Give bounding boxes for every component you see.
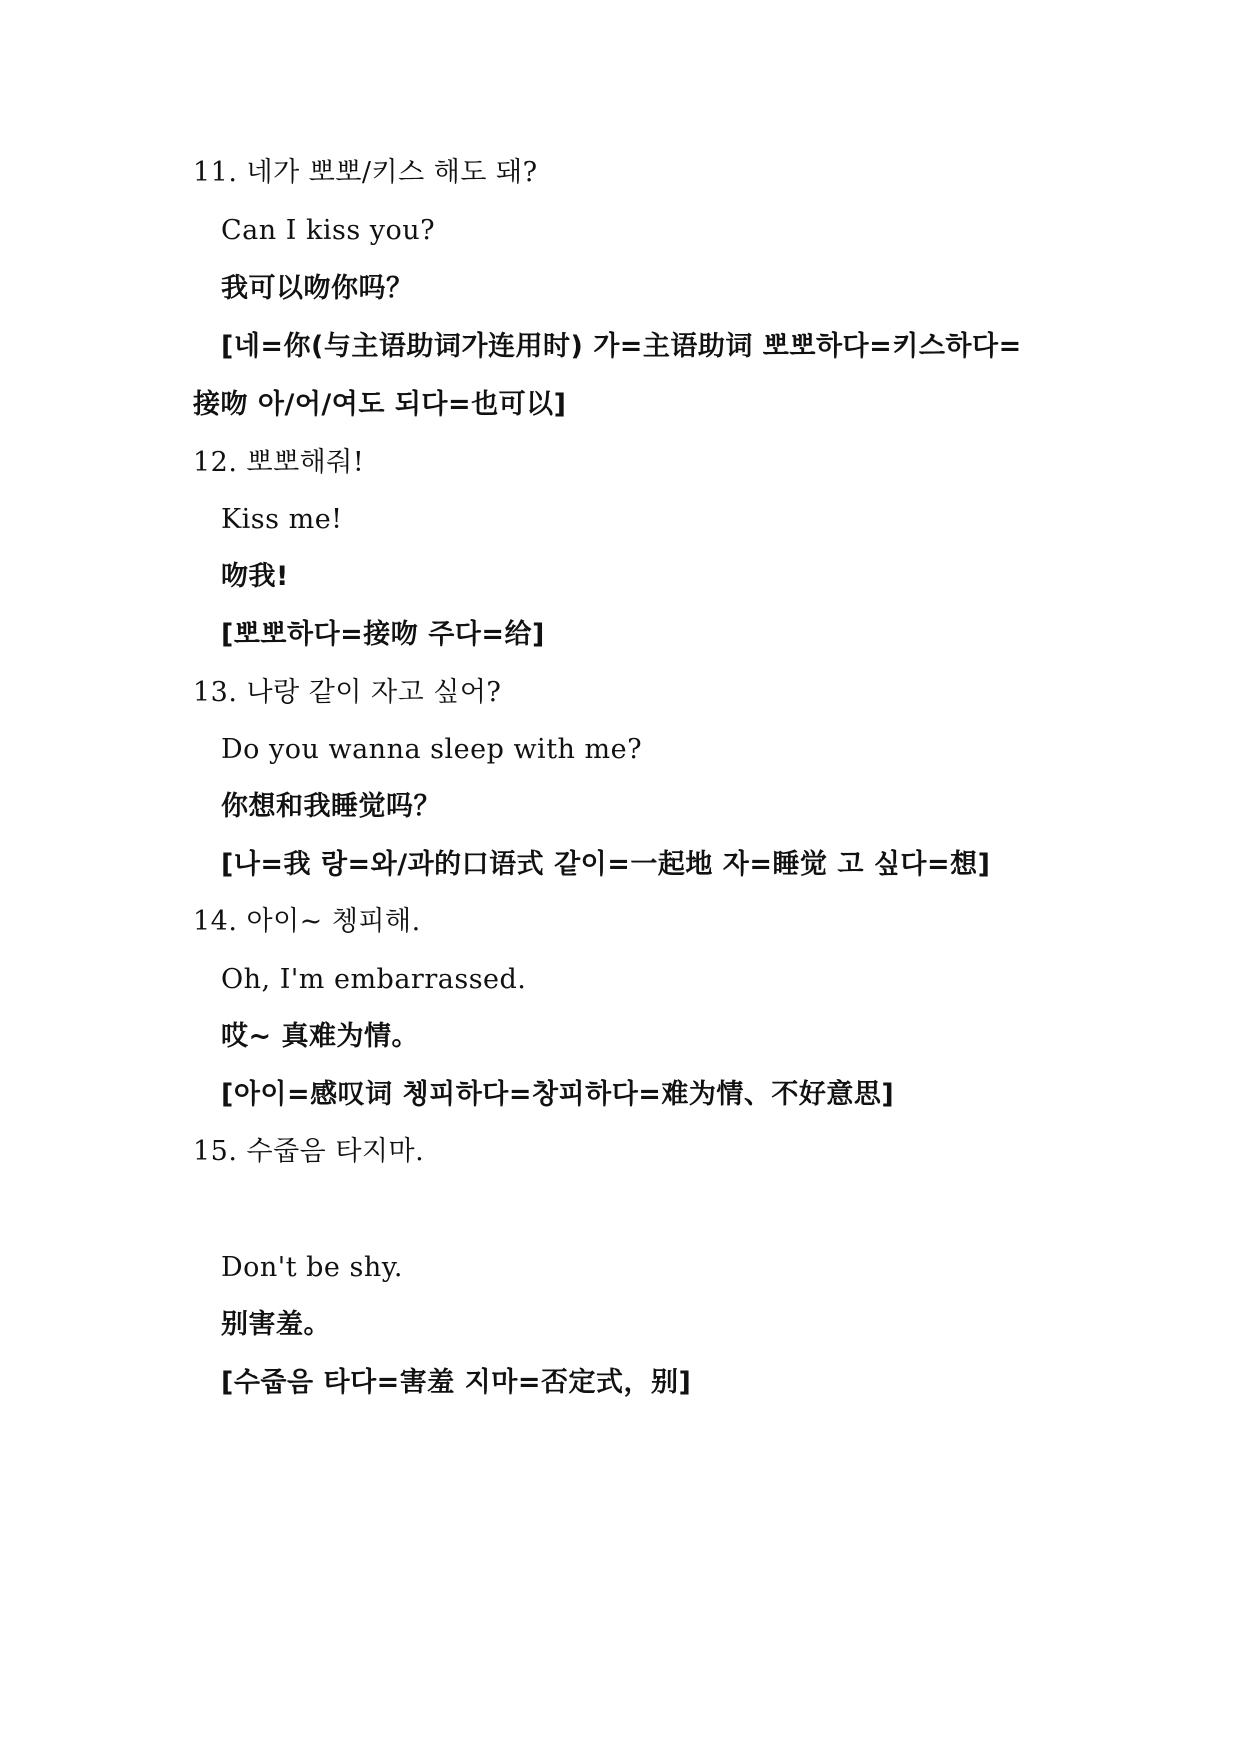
- entry-13-chinese: 你想和我睡觉吗？: [221, 791, 441, 822]
- entry-15-korean: 15. 수줍음 타지마.: [193, 1136, 425, 1167]
- entry-13-korean: 13. 나랑 같이 자고 싶어?: [193, 677, 502, 708]
- entry-15-chinese: 别害羞。: [221, 1309, 331, 1340]
- entry-14-chinese: 哎~ 真难为情。: [221, 1021, 420, 1052]
- entry-13-note: [나=我 랑=와/과的口语式 같이=一起地 자=睡觉 고 싶다=想]: [221, 849, 991, 880]
- entry-15-note: [수줍음 타다=害羞 지마=否定式，别]: [221, 1367, 692, 1398]
- entry-14-english: Oh, I'm embarrassed.: [221, 964, 527, 995]
- entry-11-english: Can I kiss you?: [221, 215, 436, 246]
- entry-11-note-line-2: 接吻 아/어/여도 되다=也可以]: [193, 389, 567, 420]
- entry-11-chinese: 我可以吻你吗？: [221, 273, 414, 304]
- entry-12-english: Kiss me!: [221, 504, 343, 535]
- entry-13-english: Do you wanna sleep with me?: [221, 734, 643, 765]
- entry-15-english: Don't be shy.: [221, 1252, 403, 1283]
- entry-11-korean: 11. 네가 뽀뽀/키스 해도 돼?: [193, 157, 538, 188]
- entry-12-korean: 12. 뽀뽀해줘!: [193, 447, 365, 478]
- entry-12-note: [뽀뽀하다=接吻 주다=给]: [221, 619, 545, 650]
- entry-14-korean: 14. 아이~ 쳉피해.: [193, 906, 421, 937]
- entry-14-note: [아이=感叹词 쳉피하다=창피하다=难为情、不好意思]: [221, 1079, 895, 1110]
- entry-12-chinese: 吻我!: [221, 561, 289, 592]
- entry-11-note-line-1: [네=你(与主语助词가连用时) 가=主语助词 뽀뽀하다=키스하다=: [221, 331, 1022, 362]
